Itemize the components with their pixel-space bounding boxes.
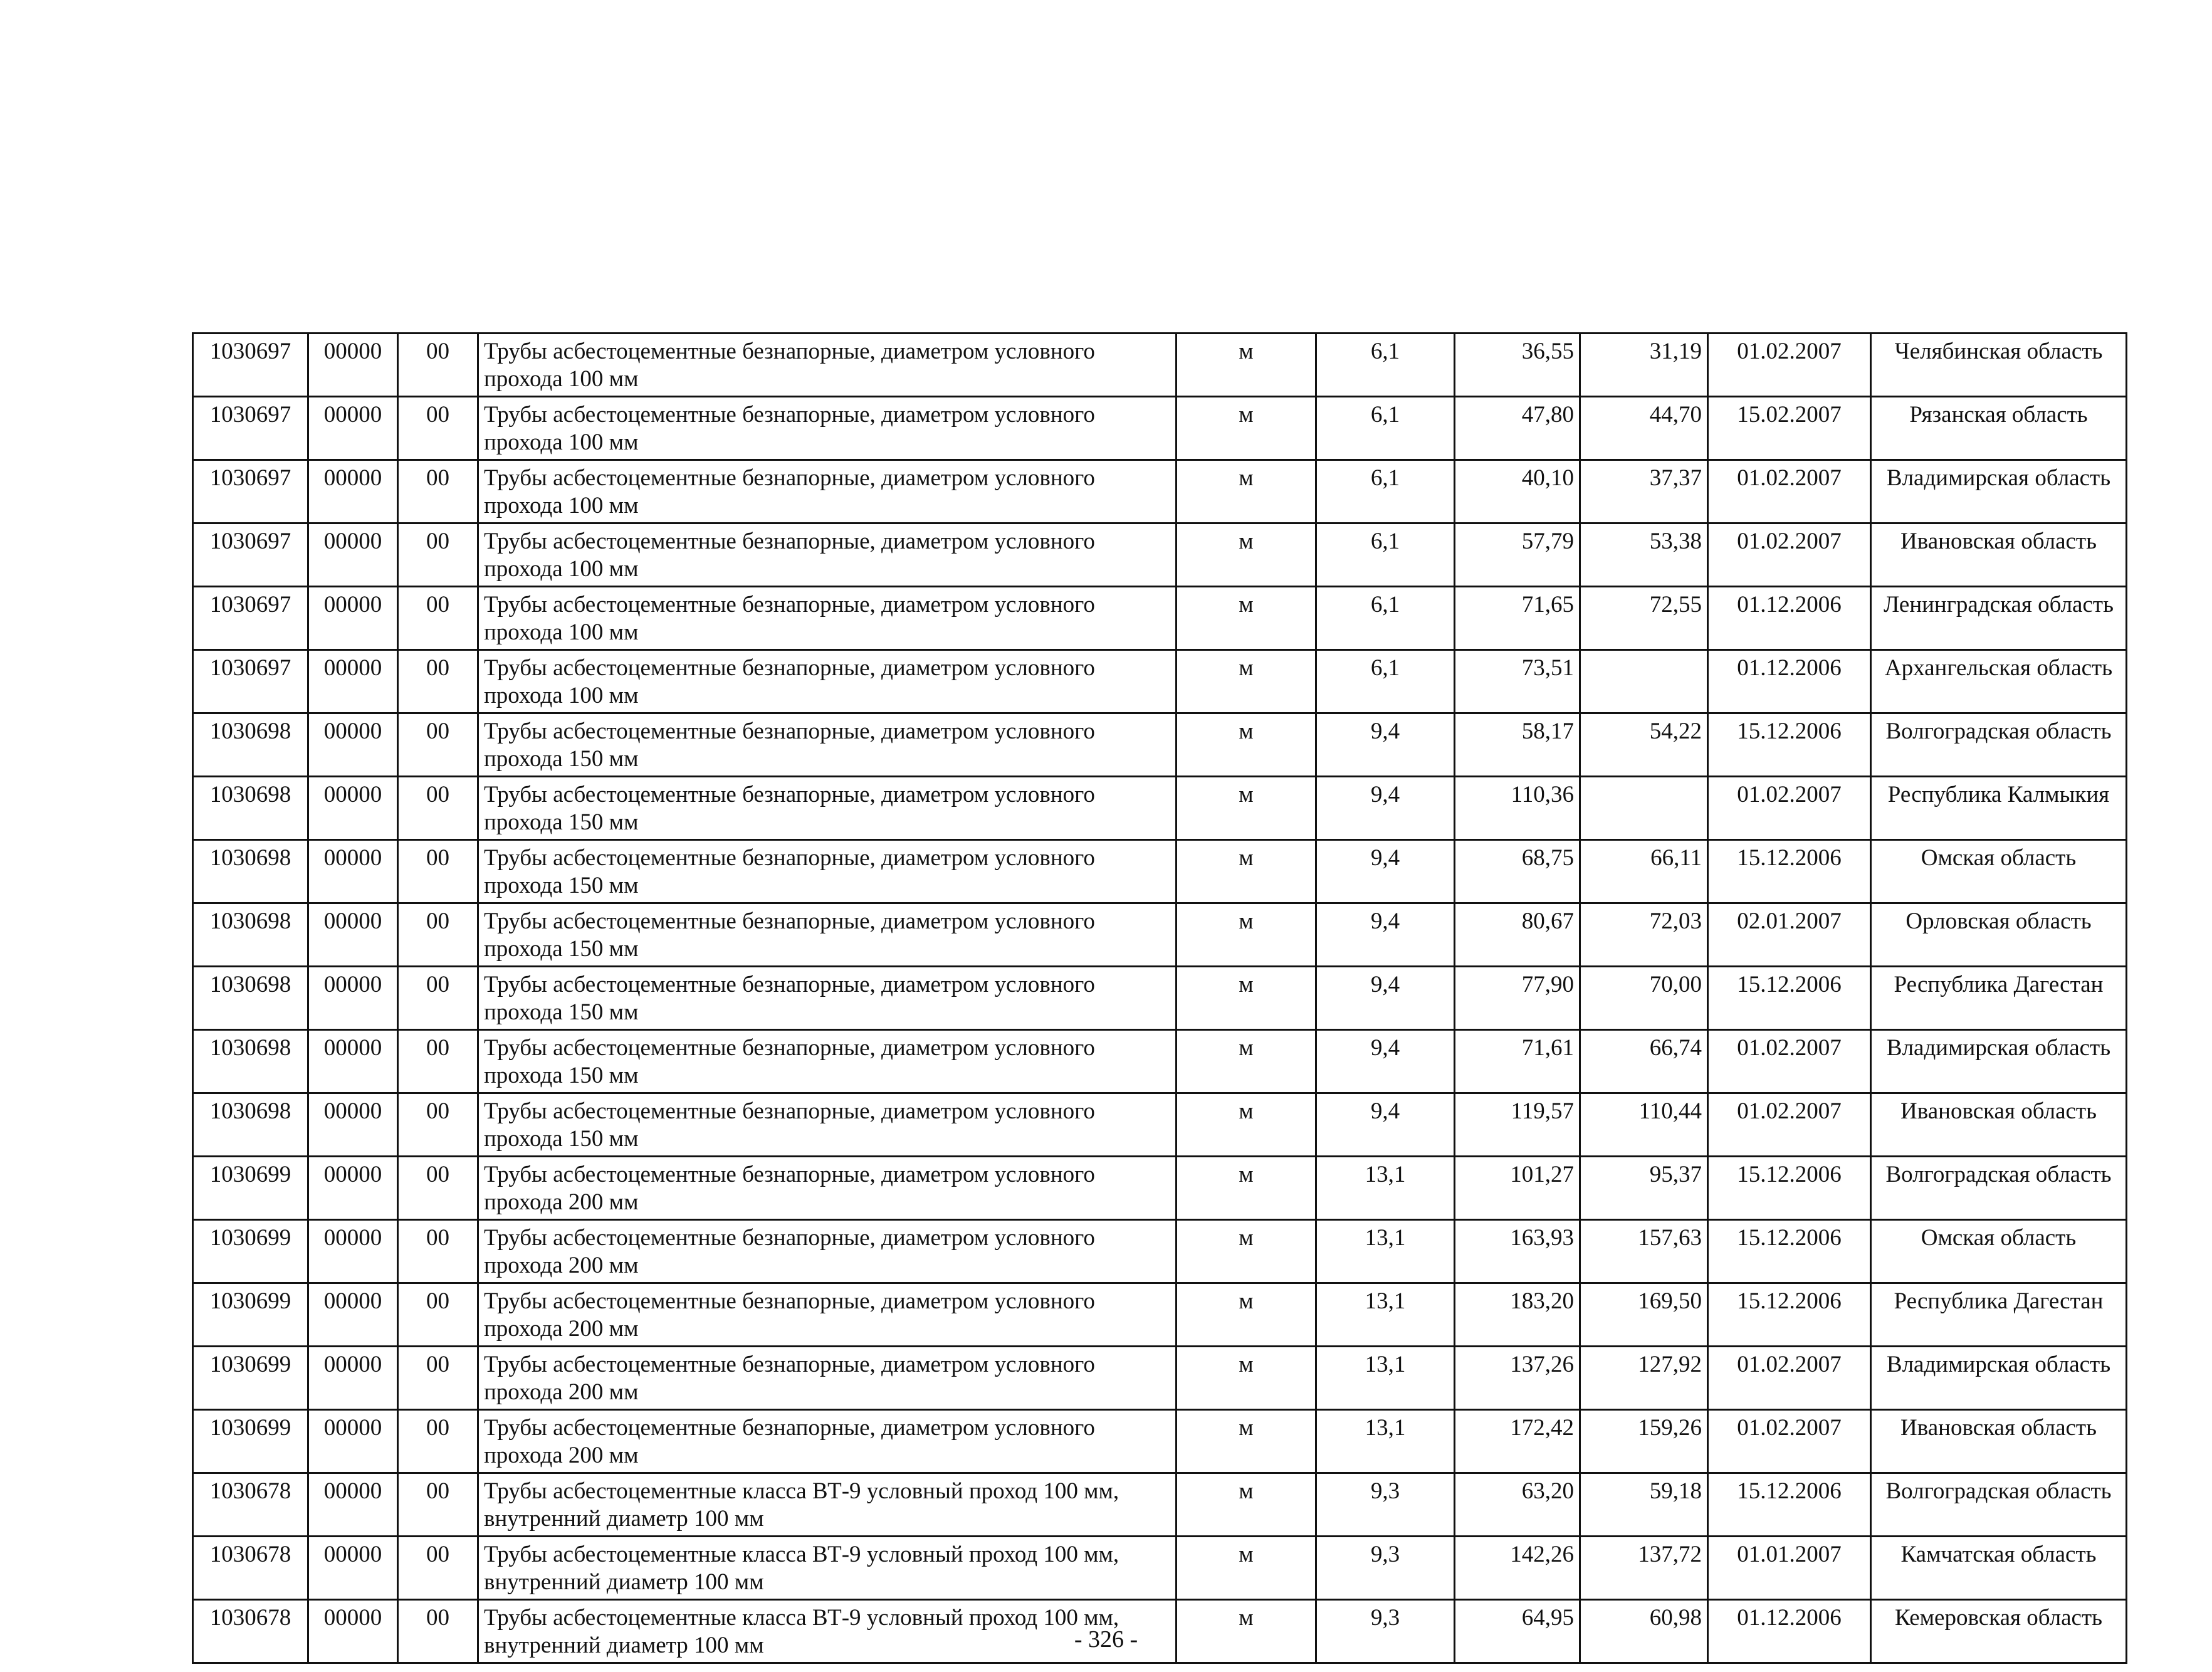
region-cell: Волгоградская область [1871,1473,2127,1537]
variant-code-cell: 00 [398,587,478,650]
item-name-cell: Трубы асбестоцементные безнапорные, диаметром условного прохода 150 мм [478,1093,1177,1157]
variant-code-cell: 00 [398,1410,478,1473]
unit-cell: м [1177,1600,1316,1663]
date-cell: 01.02.2007 [1708,523,1871,587]
item-code-cell: 1030697 [193,523,308,587]
table-row [193,1283,2127,1347]
unit-cell: м [1177,840,1316,903]
sub-code-cell: 00000 [308,1537,398,1600]
price-with-vat-cell: 47,80 [1455,397,1580,460]
region-cell: Ивановская область [1871,523,2127,587]
weight-cell: 9,3 [1316,1473,1455,1537]
price-cell: 72,03 [1580,903,1708,967]
unit-cell: м [1177,903,1316,967]
item-name-cell: Трубы асбестоцементные безнапорные, диаметром условного прохода 100 мм [478,460,1177,523]
price-cell: 70,00 [1580,967,1708,1030]
sub-code-cell: 00000 [308,1030,398,1093]
weight-cell: 6,1 [1316,650,1455,713]
price-cell: 31,19 [1580,334,1708,397]
region-cell: Омская область [1871,840,2127,903]
date-cell: 15.12.2006 [1708,840,1871,903]
item-name-cell: Трубы асбестоцементные безнапорные, диаметром условного прохода 200 мм [478,1157,1177,1220]
price-with-vat-cell: 58,17 [1455,713,1580,777]
region-cell: Волгоградская область [1871,1157,2127,1220]
item-code-cell: 1030699 [193,1283,308,1347]
price-with-vat-cell: 40,10 [1455,460,1580,523]
region-cell: Рязанская область [1871,397,2127,460]
date-cell: 01.01.2007 [1708,1537,1871,1600]
item-code-cell: 1030697 [193,460,308,523]
variant-code-cell: 00 [398,1600,478,1663]
region-cell: Орловская область [1871,903,2127,967]
item-name-cell: Трубы асбестоцементные безнапорные, диаметром условного прохода 100 мм [478,523,1177,587]
sub-code-cell: 00000 [308,1157,398,1220]
variant-code-cell: 00 [398,397,478,460]
table-row [193,777,2127,840]
weight-cell: 9,4 [1316,1093,1455,1157]
price-with-vat-cell: 68,75 [1455,840,1580,903]
sub-code-cell: 00000 [308,1600,398,1663]
price-cell: 37,37 [1580,460,1708,523]
item-name-cell: Трубы асбестоцементные безнапорные, диаметром условного прохода 150 мм [478,777,1177,840]
table-row [193,650,2127,713]
price-cell: 127,92 [1580,1347,1708,1410]
item-name-cell: Трубы асбестоцементные безнапорные, диаметром условного прохода 150 мм [478,903,1177,967]
item-name-cell: Трубы асбестоцементные безнапорные, диаметром условного прохода 150 мм [478,713,1177,777]
sub-code-cell: 00000 [308,650,398,713]
sub-code-cell: 00000 [308,1093,398,1157]
variant-code-cell: 00 [398,1347,478,1410]
date-cell: 15.12.2006 [1708,1157,1871,1220]
item-code-cell: 1030699 [193,1220,308,1283]
region-cell: Омская область [1871,1220,2127,1283]
weight-cell: 13,1 [1316,1410,1455,1473]
sub-code-cell: 00000 [308,523,398,587]
sub-code-cell: 00000 [308,334,398,397]
unit-cell: м [1177,1473,1316,1537]
region-cell: Республика Калмыкия [1871,777,2127,840]
weight-cell: 9,3 [1316,1537,1455,1600]
table-row [193,967,2127,1030]
weight-cell: 13,1 [1316,1283,1455,1347]
price-with-vat-cell: 77,90 [1455,967,1580,1030]
item-code-cell: 1030678 [193,1600,308,1663]
region-cell: Кемеровская область [1871,1600,2127,1663]
table-row [193,1410,2127,1473]
date-cell: 01.12.2006 [1708,650,1871,713]
unit-cell: м [1177,713,1316,777]
weight-cell: 9,3 [1316,1600,1455,1663]
region-cell: Республика Дагестан [1871,1283,2127,1347]
price-with-vat-cell: 57,79 [1455,523,1580,587]
item-code-cell: 1030699 [193,1347,308,1410]
variant-code-cell: 00 [398,1220,478,1283]
date-cell: 15.02.2007 [1708,397,1871,460]
date-cell: 15.12.2006 [1708,1220,1871,1283]
price-with-vat-cell: 80,67 [1455,903,1580,967]
item-name-cell: Трубы асбестоцементные безнапорные, диаметром условного прохода 150 мм [478,1030,1177,1093]
region-cell: Владимирская область [1871,1030,2127,1093]
price-with-vat-cell: 36,55 [1455,334,1580,397]
price-cell: 66,11 [1580,840,1708,903]
table-row [193,334,2127,397]
item-code-cell: 1030678 [193,1537,308,1600]
weight-cell: 13,1 [1316,1157,1455,1220]
table-row [193,1347,2127,1410]
item-code-cell: 1030697 [193,334,308,397]
variant-code-cell: 00 [398,1157,478,1220]
unit-cell: м [1177,1093,1316,1157]
item-code-cell: 1030698 [193,967,308,1030]
variant-code-cell: 00 [398,840,478,903]
item-code-cell: 1030698 [193,903,308,967]
sub-code-cell: 00000 [308,460,398,523]
item-name-cell: Трубы асбестоцементные безнапорные, диаметром условного прохода 200 мм [478,1283,1177,1347]
region-cell: Камчатская область [1871,1537,2127,1600]
table-row [193,1093,2127,1157]
sub-code-cell: 00000 [308,840,398,903]
price-with-vat-cell: 101,27 [1455,1157,1580,1220]
unit-cell: м [1177,967,1316,1030]
variant-code-cell: 00 [398,650,478,713]
date-cell: 15.12.2006 [1708,967,1871,1030]
region-cell: Челябинская область [1871,334,2127,397]
unit-cell: м [1177,397,1316,460]
price-cell: 66,74 [1580,1030,1708,1093]
item-code-cell: 1030697 [193,587,308,650]
sub-code-cell: 00000 [308,713,398,777]
sub-code-cell: 00000 [308,1410,398,1473]
variant-code-cell: 00 [398,903,478,967]
sub-code-cell: 00000 [308,1347,398,1410]
weight-cell: 13,1 [1316,1347,1455,1410]
unit-cell: м [1177,1347,1316,1410]
date-cell: 01.02.2007 [1708,1030,1871,1093]
item-code-cell: 1030698 [193,1093,308,1157]
item-name-cell: Трубы асбестоцементные безнапорные, диаметром условного прохода 200 мм [478,1347,1177,1410]
table-row [193,1537,2127,1600]
weight-cell: 6,1 [1316,334,1455,397]
region-cell: Владимирская область [1871,1347,2127,1410]
price-cell: 137,72 [1580,1537,1708,1600]
price-with-vat-cell: 183,20 [1455,1283,1580,1347]
price-with-vat-cell: 142,26 [1455,1537,1580,1600]
unit-cell: м [1177,523,1316,587]
item-name-cell: Трубы асбестоцементные безнапорные, диаметром условного прохода 100 мм [478,650,1177,713]
weight-cell: 9,4 [1316,840,1455,903]
price-with-vat-cell: 71,65 [1455,587,1580,650]
item-code-cell: 1030698 [193,1030,308,1093]
region-cell: Архангельская область [1871,650,2127,713]
table-body [193,334,2127,1663]
table-row [193,1220,2127,1283]
variant-code-cell: 00 [398,1537,478,1600]
sub-code-cell: 00000 [308,587,398,650]
table-row [193,587,2127,650]
variant-code-cell: 00 [398,1030,478,1093]
unit-cell: м [1177,650,1316,713]
region-cell: Республика Дагестан [1871,967,2127,1030]
item-code-cell: 1030699 [193,1410,308,1473]
weight-cell: 9,4 [1316,777,1455,840]
price-cell: 60,98 [1580,1600,1708,1663]
item-code-cell: 1030699 [193,1157,308,1220]
item-code-cell: 1030697 [193,650,308,713]
variant-code-cell: 00 [398,460,478,523]
price-cell: 157,63 [1580,1220,1708,1283]
date-cell: 15.12.2006 [1708,1473,1871,1537]
price-cell: 44,70 [1580,397,1708,460]
table-row [193,1030,2127,1093]
sub-code-cell: 00000 [308,1283,398,1347]
date-cell: 15.12.2006 [1708,1283,1871,1347]
table-row [193,1473,2127,1537]
weight-cell: 6,1 [1316,397,1455,460]
sub-code-cell: 00000 [308,1473,398,1537]
unit-cell: м [1177,587,1316,650]
weight-cell: 9,4 [1316,967,1455,1030]
price-cell: 53,38 [1580,523,1708,587]
item-code-cell: 1030697 [193,397,308,460]
date-cell: 15.12.2006 [1708,713,1871,777]
item-name-cell: Трубы асбестоцементные класса ВТ-9 условный проход 100 мм, внутренний диаметр 100 мм [478,1600,1177,1663]
unit-cell: м [1177,1030,1316,1093]
price-table [192,332,2127,1664]
unit-cell: м [1177,1537,1316,1600]
table-row [193,523,2127,587]
unit-cell: м [1177,334,1316,397]
page-number: - 326 - [1074,1626,1138,1653]
item-name-cell: Трубы асбестоцементные безнапорные, диаметром условного прохода 100 мм [478,397,1177,460]
price-cell: 54,22 [1580,713,1708,777]
date-cell: 01.12.2006 [1708,587,1871,650]
price-with-vat-cell: 64,95 [1455,1600,1580,1663]
unit-cell: м [1177,777,1316,840]
item-name-cell: Трубы асбестоцементные безнапорные, диаметром условного прохода 100 мм [478,587,1177,650]
item-name-cell: Трубы асбестоцементные безнапорные, диаметром условного прохода 100 мм [478,334,1177,397]
price-cell: 95,37 [1580,1157,1708,1220]
table-row [193,397,2127,460]
variant-code-cell: 00 [398,713,478,777]
item-name-cell: Трубы асбестоцементные безнапорные, диаметром условного прохода 200 мм [478,1410,1177,1473]
region-cell: Ленинградская область [1871,587,2127,650]
item-code-cell: 1030698 [193,840,308,903]
weight-cell: 9,4 [1316,1030,1455,1093]
unit-cell: м [1177,460,1316,523]
date-cell: 01.02.2007 [1708,1347,1871,1410]
region-cell: Волгоградская область [1871,713,2127,777]
unit-cell: м [1177,1157,1316,1220]
sub-code-cell: 00000 [308,903,398,967]
date-cell: 02.01.2007 [1708,903,1871,967]
sub-code-cell: 00000 [308,967,398,1030]
variant-code-cell: 00 [398,1473,478,1537]
sub-code-cell: 00000 [308,777,398,840]
price-with-vat-cell: 71,61 [1455,1030,1580,1093]
item-name-cell: Трубы асбестоцементные класса ВТ-9 условный проход 100 мм, внутренний диаметр 100 мм [478,1537,1177,1600]
item-code-cell: 1030678 [193,1473,308,1537]
weight-cell: 9,4 [1316,903,1455,967]
sub-code-cell: 00000 [308,1220,398,1283]
item-code-cell: 1030698 [193,777,308,840]
region-cell: Владимирская область [1871,460,2127,523]
variant-code-cell: 00 [398,523,478,587]
date-cell: 01.12.2006 [1708,1600,1871,1663]
price-with-vat-cell: 172,42 [1455,1410,1580,1473]
price-with-vat-cell: 163,93 [1455,1220,1580,1283]
item-name-cell: Трубы асбестоцементные безнапорные, диаметром условного прохода 150 мм [478,840,1177,903]
variant-code-cell: 00 [398,777,478,840]
price-with-vat-cell: 137,26 [1455,1347,1580,1410]
weight-cell: 9,4 [1316,713,1455,777]
weight-cell: 6,1 [1316,460,1455,523]
region-cell: Ивановская область [1871,1410,2127,1473]
variant-code-cell: 00 [398,1283,478,1347]
item-name-cell: Трубы асбестоцементные класса ВТ-9 условный проход 100 мм, внутренний диаметр 100 мм [478,1473,1177,1537]
price-with-vat-cell: 110,36 [1455,777,1580,840]
variant-code-cell: 00 [398,334,478,397]
date-cell: 01.02.2007 [1708,1410,1871,1473]
price-cell [1580,650,1708,713]
date-cell: 01.02.2007 [1708,334,1871,397]
date-cell: 01.02.2007 [1708,1093,1871,1157]
table-row [193,1157,2127,1220]
unit-cell: м [1177,1410,1316,1473]
weight-cell: 6,1 [1316,523,1455,587]
region-cell: Ивановская область [1871,1093,2127,1157]
price-cell [1580,777,1708,840]
price-with-vat-cell: 63,20 [1455,1473,1580,1537]
price-cell: 159,26 [1580,1410,1708,1473]
item-code-cell: 1030698 [193,713,308,777]
table-row [193,903,2127,967]
date-cell: 01.02.2007 [1708,460,1871,523]
price-cell: 169,50 [1580,1283,1708,1347]
weight-cell: 13,1 [1316,1220,1455,1283]
price-with-vat-cell: 119,57 [1455,1093,1580,1157]
variant-code-cell: 00 [398,967,478,1030]
item-name-cell: Трубы асбестоцементные безнапорные, диаметром условного прохода 150 мм [478,967,1177,1030]
price-cell: 110,44 [1580,1093,1708,1157]
price-with-vat-cell: 73,51 [1455,650,1580,713]
item-name-cell: Трубы асбестоцементные безнапорные, диаметром условного прохода 200 мм [478,1220,1177,1283]
unit-cell: м [1177,1283,1316,1347]
weight-cell: 6,1 [1316,587,1455,650]
table-row [193,840,2127,903]
variant-code-cell: 00 [398,1093,478,1157]
table-row [193,713,2127,777]
date-cell: 01.02.2007 [1708,777,1871,840]
unit-cell: м [1177,1220,1316,1283]
table-row [193,460,2127,523]
price-cell: 72,55 [1580,587,1708,650]
sub-code-cell: 00000 [308,397,398,460]
price-cell: 59,18 [1580,1473,1708,1537]
